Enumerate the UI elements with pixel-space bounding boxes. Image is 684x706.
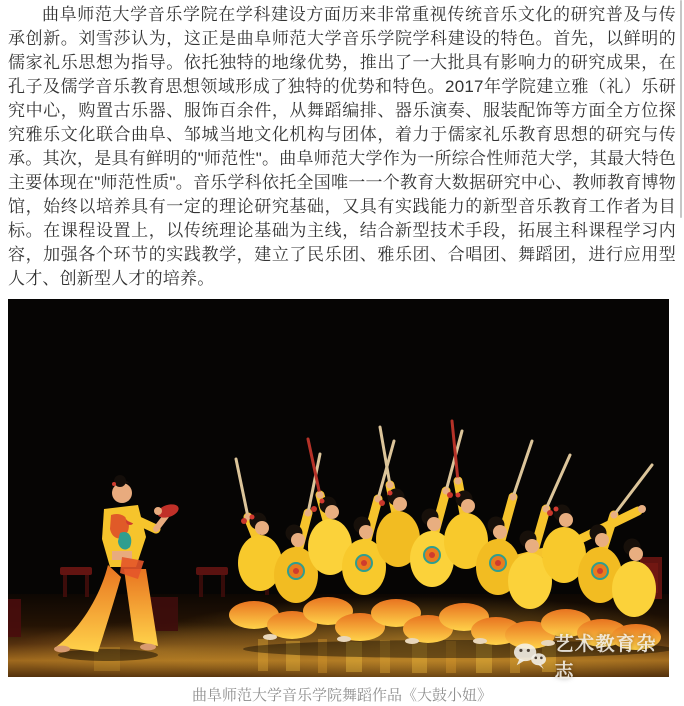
scrollbar-thumb[interactable] <box>680 0 682 218</box>
photo-caption: 曲阜师范大学音乐学院舞蹈作品《大鼓小妞》 <box>191 687 492 704</box>
article-body <box>0 0 684 291</box>
stage-photo-figure <box>8 299 669 682</box>
stage-photo <box>8 299 669 677</box>
article-paragraph: 曲阜师范大学音乐学院在学科建设方面历来非常重视传统音乐文化的研究普及与传承创新。刘雪莎认为，这正是曲阜师范大学音乐学院学科建设的特色。首先，以鲜明的儒家礼乐思想为指导。依托独特的地缘优势，推出了一大批具有影响力的研究成果，在孔子及儒学音乐教育思想领域形成了独特的优势和特色。2017年学院建立雅（礼）乐研究中心，购置古乐器、服饰百余件，从舞蹈编排、器乐演奏、服装配饰等方面全方位探究雅乐文化联合曲阜、邹城当地文化机构与团体，着力于儒家礼乐教育思想的研究与传承。其次，是具有鲜明的"师范性"。曲阜师范大学作为一所综合性师范大学，其最大特色主要体现在"师范性质"。音乐学科依托全国唯一一个教育大数据研究中心、教师教育博物馆，始终以培养具有一定的理论研究基础，又具有实践能力的新型音乐教育工作者为目标。在课程设置上，以传统理论基础为主线，结合新型技术手段，拓展主科课程学习内容，加强各个环节的实践教学，建立了民乐团、雅乐团、合唱团、舞蹈团，进行应用型人才、创新型人才的培养。 <box>8 5 676 288</box>
watermark-label: 艺术教育杂志 <box>554 634 658 682</box>
